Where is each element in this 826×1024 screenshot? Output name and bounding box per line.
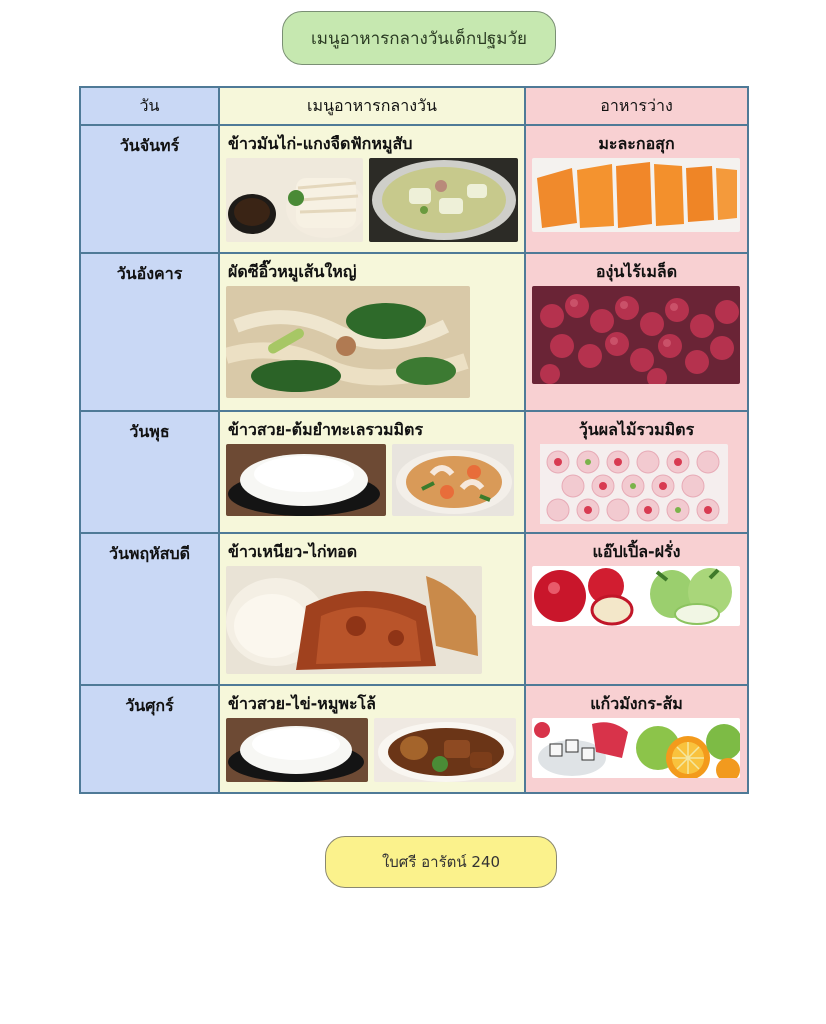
steamed-rice-photo bbox=[226, 718, 368, 782]
snack-name: แอ๊ปเปิ้ล-ฝรั่ง bbox=[592, 542, 681, 561]
snack-name: องุ่นไร้เมล็ด bbox=[595, 262, 678, 281]
lunch-dish: ข้าวสวย-ต้มยำทะเลรวมมิตร bbox=[228, 420, 424, 439]
lunch-dish: ผัดซีอิ๊วหมูเส้นใหญ่ bbox=[228, 262, 357, 281]
page-title: เมนูอาหารกลางวันเด็กปฐมวัย bbox=[282, 11, 556, 65]
table-row bbox=[80, 533, 748, 685]
day-label: วันศุกร์ bbox=[125, 696, 174, 715]
header-snack: อาหารว่าง bbox=[525, 87, 748, 125]
grapes-photo bbox=[532, 286, 740, 384]
dragon-fruit-orange-photo bbox=[532, 718, 740, 778]
table-header-row bbox=[80, 87, 748, 125]
day-label: วันพฤหัสบดี bbox=[108, 544, 190, 563]
table-row bbox=[80, 253, 748, 411]
menu-table bbox=[79, 86, 749, 794]
day-label: วันอังคาร bbox=[116, 264, 183, 283]
fruit-jelly-photo bbox=[532, 444, 728, 524]
lunch-dish: ข้าวสวย-ไข่-หมูพะโล้ bbox=[228, 694, 376, 713]
papaya-photo bbox=[532, 158, 740, 232]
steamed-rice-photo bbox=[226, 444, 386, 516]
snack-name: มะละกอสุก bbox=[598, 134, 675, 153]
day-label: วันจันทร์ bbox=[119, 136, 180, 155]
sticky-rice-fried-chicken-photo bbox=[226, 566, 482, 674]
lunch-dish: ข้าวเหนียว-ไก่ทอด bbox=[228, 542, 358, 561]
stir-fried-noodle-photo bbox=[226, 286, 470, 398]
table-row bbox=[80, 411, 748, 533]
snack-name: แก้วมังกร-ส้ม bbox=[590, 694, 683, 713]
header-lunch: เมนูอาหารกลางวัน bbox=[219, 87, 525, 125]
snack-name: วุ้นผลไม้รวมมิตร bbox=[578, 420, 695, 439]
day-label: วันพุธ bbox=[129, 422, 170, 441]
header-day: วัน bbox=[80, 87, 219, 125]
soup-photo bbox=[369, 158, 518, 242]
braised-pork-egg-photo bbox=[374, 718, 516, 782]
author-page-badge: ใบศรี อารัตน์ 240 bbox=[325, 836, 557, 888]
table-row bbox=[80, 685, 748, 793]
chicken-rice-photo bbox=[226, 158, 363, 242]
lunch-dish: ข้าวมันไก่-แกงจืดฟักหมูสับ bbox=[228, 134, 413, 153]
tom-yum-photo bbox=[392, 444, 514, 516]
table-row bbox=[80, 125, 748, 253]
apple-guava-photo bbox=[532, 566, 740, 626]
